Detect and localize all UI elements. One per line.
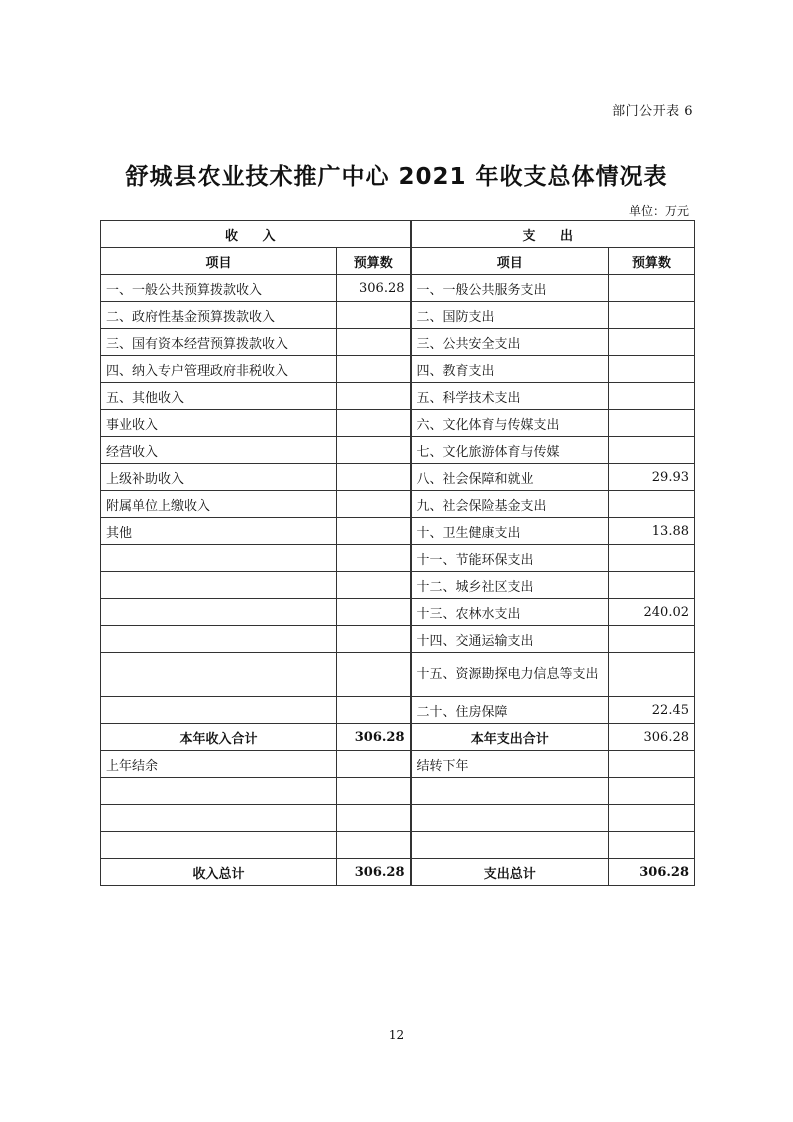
expense-value: 22.45 — [609, 697, 695, 724]
income-value — [337, 697, 411, 724]
unit-label: 单位：万元 — [628, 204, 689, 218]
income-item: 一、一般公共预算拨款收入 — [101, 275, 337, 302]
year-expense-total-value: 306.28 — [609, 724, 695, 751]
table-row — [101, 329, 695, 356]
table-row — [101, 626, 695, 653]
section-header-row — [101, 221, 695, 248]
table-row — [101, 275, 695, 302]
empty-row — [101, 832, 695, 859]
carry-out-label: 结转下年 — [411, 751, 609, 778]
income-item: 上级补助收入 — [101, 464, 337, 491]
expense-item: 六、文化体育与传媒支出 — [411, 410, 609, 437]
year-income-total-label: 本年收入合计 — [101, 724, 337, 751]
expense-item: 三、公共安全支出 — [411, 329, 609, 356]
empty-cell — [337, 805, 411, 832]
expense-item: 二、国防支出 — [411, 302, 609, 329]
income-value — [337, 383, 411, 410]
table-row — [101, 383, 695, 410]
table-row — [101, 356, 695, 383]
table-row — [101, 437, 695, 464]
table-row — [101, 697, 695, 724]
carry-out-value — [609, 751, 695, 778]
expense-grand-total-label: 支出总计 — [411, 859, 609, 886]
income-item: 五、其他收入 — [101, 383, 337, 410]
table-row — [101, 545, 695, 572]
expense-value — [609, 572, 695, 599]
income-value — [337, 626, 411, 653]
expense-item: 七、文化旅游体育与传媒 — [411, 437, 609, 464]
income-value — [337, 329, 411, 356]
income-value — [337, 356, 411, 383]
income-value: 306.28 — [337, 275, 411, 302]
expense-value — [609, 437, 695, 464]
expense-value — [609, 302, 695, 329]
empty-cell — [609, 778, 695, 805]
income-item: 二、政府性基金预算拨款收入 — [101, 302, 337, 329]
budget-table — [100, 220, 695, 886]
expense-budget-header: 预算数 — [609, 248, 695, 275]
income-item: 经营收入 — [101, 437, 337, 464]
empty-cell — [101, 832, 337, 859]
expense-value — [609, 275, 695, 302]
carry-in-value — [337, 751, 411, 778]
expense-grand-total-value: 306.28 — [609, 859, 695, 886]
expense-item: 十一、节能环保支出 — [411, 545, 609, 572]
income-grand-total-value: 306.28 — [337, 859, 411, 886]
income-value — [337, 410, 411, 437]
expense-item: 九、社会保险基金支出 — [411, 491, 609, 518]
empty-cell — [609, 832, 695, 859]
expense-item: 八、社会保障和就业 — [411, 464, 609, 491]
expense-value — [609, 491, 695, 518]
expense-item: 十四、交通运输支出 — [411, 626, 609, 653]
grand-total-row — [101, 859, 695, 886]
table-row — [101, 518, 695, 545]
table-row — [101, 491, 695, 518]
income-item — [101, 697, 337, 724]
expense-value: 29.93 — [609, 464, 695, 491]
expense-value — [609, 383, 695, 410]
table-row — [101, 410, 695, 437]
empty-cell — [337, 832, 411, 859]
empty-cell — [411, 778, 609, 805]
table-row — [101, 572, 695, 599]
column-header-row — [101, 248, 695, 275]
empty-row — [101, 805, 695, 832]
income-item-header: 项目 — [101, 248, 337, 275]
income-item — [101, 545, 337, 572]
year-income-total-value: 306.28 — [337, 724, 411, 751]
expense-item: 十、卫生健康支出 — [411, 518, 609, 545]
table-row — [101, 464, 695, 491]
income-item — [101, 626, 337, 653]
expense-item: 十三、农林水支出 — [411, 599, 609, 626]
income-value — [337, 572, 411, 599]
income-item — [101, 572, 337, 599]
expense-item: 十二、城乡社区支出 — [411, 572, 609, 599]
table-row — [101, 653, 695, 697]
year-expense-total-label: 本年支出合计 — [411, 724, 609, 751]
expense-item: 五、科学技术支出 — [411, 383, 609, 410]
income-item: 附属单位上缴收入 — [101, 491, 337, 518]
expense-value: 13.88 — [609, 518, 695, 545]
expense-value: 240.02 — [609, 599, 695, 626]
page-title: 舒城县农业技术推广中心 2021 年收支总体情况表 — [125, 164, 668, 190]
income-value — [337, 437, 411, 464]
table-row — [101, 599, 695, 626]
expense-value — [609, 329, 695, 356]
income-value — [337, 545, 411, 572]
empty-cell — [411, 805, 609, 832]
expense-item: 二十、住房保障 — [411, 697, 609, 724]
expense-value — [609, 410, 695, 437]
income-grand-total-label: 收入总计 — [101, 859, 337, 886]
income-value — [337, 464, 411, 491]
page-label: 部门公开表 6 — [612, 104, 693, 119]
expense-item-header: 项目 — [411, 248, 609, 275]
income-value — [337, 599, 411, 626]
income-section-head: 收 入 — [101, 221, 411, 248]
income-value — [337, 302, 411, 329]
expense-item: 一、一般公共服务支出 — [411, 275, 609, 302]
expense-value — [609, 356, 695, 383]
empty-row — [101, 778, 695, 805]
income-item — [101, 599, 337, 626]
empty-cell — [609, 805, 695, 832]
expense-section-head: 支 出 — [411, 221, 695, 248]
table-row — [101, 302, 695, 329]
income-item: 三、国有资本经营预算拨款收入 — [101, 329, 337, 356]
income-item: 事业收入 — [101, 410, 337, 437]
expense-value — [609, 653, 695, 697]
expense-value — [609, 626, 695, 653]
income-value — [337, 653, 411, 697]
carry-row — [101, 751, 695, 778]
expense-item: 四、教育支出 — [411, 356, 609, 383]
page-number: 12 — [388, 1028, 405, 1042]
empty-cell — [101, 805, 337, 832]
expense-value — [609, 545, 695, 572]
expense-item: 十五、资源勘探电力信息等支出 — [411, 653, 609, 697]
income-item: 其他 — [101, 518, 337, 545]
year-total-row — [101, 724, 695, 751]
empty-cell — [337, 778, 411, 805]
income-budget-header: 预算数 — [337, 248, 411, 275]
empty-cell — [411, 832, 609, 859]
income-value — [337, 491, 411, 518]
empty-cell — [101, 778, 337, 805]
carry-in-label: 上年结余 — [101, 751, 337, 778]
income-value — [337, 518, 411, 545]
income-item: 四、纳入专户管理政府非税收入 — [101, 356, 337, 383]
income-item — [101, 653, 337, 697]
